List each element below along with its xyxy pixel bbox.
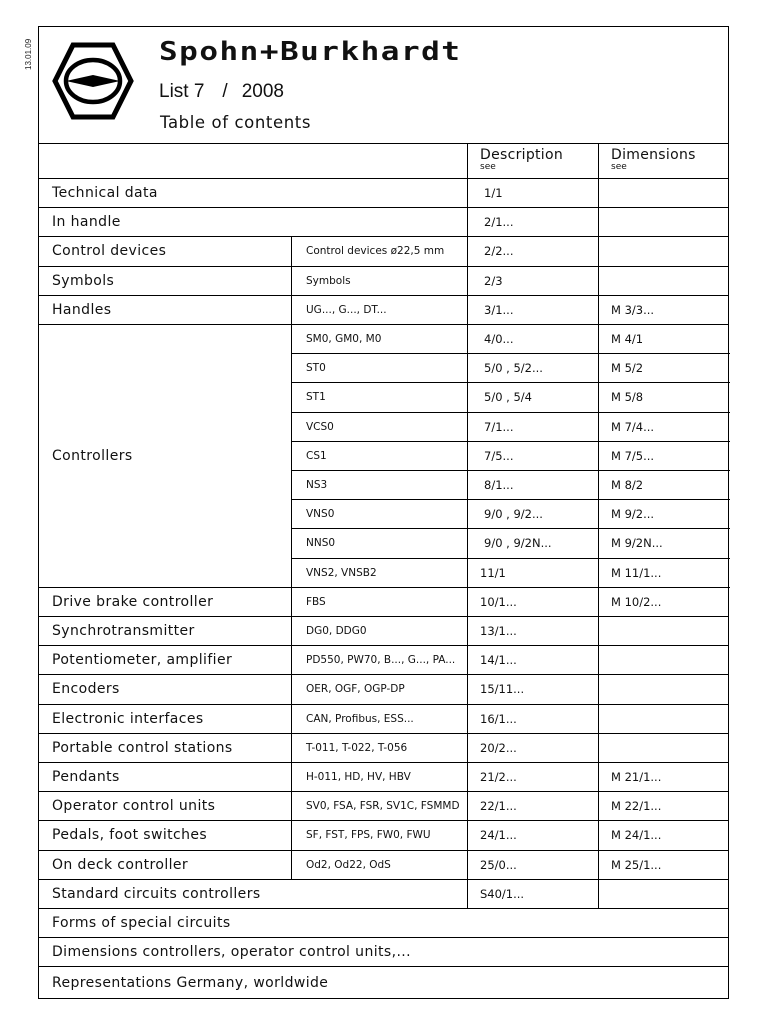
description-ref: 3/1... [467, 296, 598, 324]
description-ref: 8/1... [467, 471, 598, 499]
table-row [39, 705, 728, 734]
description-ref: 5/0 , 5/2... [467, 354, 598, 382]
table-row [39, 909, 728, 938]
page-title: Table of contents [160, 113, 312, 132]
table-row [39, 296, 728, 325]
product-types: CAN, Profibus, ESS... [291, 705, 467, 733]
table-row [39, 734, 728, 763]
description-ref: 22/1... [467, 792, 598, 820]
product-types: Od2, Od22, OdS [291, 851, 467, 879]
dimensions-ref: M 9/2N... [598, 529, 730, 557]
product-types: NS3 [291, 471, 467, 499]
description-ref: 2/3 [467, 267, 598, 295]
section-name: Potentiometer, amplifier [52, 652, 233, 669]
description-column-header [467, 144, 598, 178]
dimensions-ref: M 8/2 [598, 471, 730, 499]
dimensions-ref: M 4/1 [598, 325, 730, 353]
table-row [291, 471, 730, 500]
section-name: Pedals, foot switches [52, 827, 208, 844]
table-row [291, 559, 730, 588]
dimensions-ref: M 3/3... [598, 296, 730, 324]
section-name: Drive brake controller [52, 593, 214, 610]
dimensions-ref: M 7/4... [598, 413, 730, 441]
description-ref: 2/2... [467, 237, 598, 265]
section-name: Portable control stations [52, 739, 233, 756]
dimensions-ref [598, 734, 730, 762]
list-number [159, 81, 284, 103]
description-ref: 11/1 [467, 559, 598, 587]
dimensions-ref: M 11/1... [598, 559, 730, 587]
section-name: Electronic interfaces [52, 710, 204, 727]
table-row [39, 237, 728, 266]
section-name: Handles [52, 301, 112, 318]
dimensions-ref [598, 646, 730, 674]
product-types: CS1 [291, 442, 467, 470]
product-types: Symbols [291, 267, 467, 295]
table-row [39, 763, 728, 792]
product-types: FBS [291, 588, 467, 616]
description-ref: S40/1... [467, 880, 598, 908]
product-types: SF, FST, FPS, FW0, FWU [291, 821, 467, 849]
list-year: 2008 [241, 81, 284, 102]
section-name: Control devices [52, 243, 167, 260]
section-name: On deck controller [52, 856, 189, 873]
table-row [291, 529, 730, 558]
product-types: NNS0 [291, 529, 467, 557]
product-types: UG..., G..., DT... [291, 296, 467, 324]
table-row [39, 851, 728, 880]
section-name: Pendants [52, 769, 120, 786]
table-row [39, 675, 728, 704]
product-types: T-011, T-022, T-056 [291, 734, 467, 762]
dimensions-ref [598, 705, 730, 733]
dimensions-ref: M 22/1... [598, 792, 730, 820]
company-logo-icon [52, 41, 134, 123]
product-types: VCS0 [291, 413, 467, 441]
table-row [291, 325, 730, 354]
table-row [39, 792, 728, 821]
section-name: Operator control units [52, 798, 216, 815]
dimensions-ref: M 21/1... [598, 763, 730, 791]
dimensions-ref: M 7/5... [598, 442, 730, 470]
product-types: SV0, FSA, FSR, SV1C, FSMMD [291, 792, 467, 820]
dimensions-ref: M 24/1... [598, 821, 730, 849]
table-row [291, 500, 730, 529]
dimensions-header-label: Dimensions [611, 147, 696, 163]
dimensions-ref: M 5/8 [598, 383, 730, 411]
table-row [291, 383, 730, 412]
description-ref: 4/0... [467, 325, 598, 353]
table-row [39, 646, 728, 675]
product-types: VNS2, VNSB2 [291, 559, 467, 587]
section-name: Technical data [52, 185, 158, 202]
description-ref: 10/1... [467, 588, 598, 616]
dimensions-ref: M 5/2 [598, 354, 730, 382]
dimensions-ref [598, 675, 730, 703]
dimensions-ref: M 10/2... [598, 588, 730, 616]
description-ref: 21/2... [467, 763, 598, 791]
table-row [291, 354, 730, 383]
table-row [39, 938, 728, 967]
description-ref: 14/1... [467, 646, 598, 674]
list-label: List 7 [159, 81, 205, 102]
description-ref: 24/1... [467, 821, 598, 849]
description-ref: 13/1... [467, 617, 598, 645]
section-name: Synchrotransmitter [52, 623, 195, 640]
list-separator: / [222, 81, 228, 102]
section-name: Symbols [52, 272, 115, 289]
product-types: VNS0 [291, 500, 467, 528]
product-types: H-011, HD, HV, HBV [291, 763, 467, 791]
table-row [39, 179, 728, 208]
product-types: ST0 [291, 354, 467, 382]
dimensions-ref [598, 237, 730, 265]
section-name: Forms of special circuits [52, 915, 231, 932]
controllers-section-name: Controllers [39, 325, 291, 588]
section-name: In handle [52, 214, 121, 231]
section-name: Standard circuits controllers [52, 885, 261, 902]
section-name: Representations Germany, worldwide [52, 974, 329, 991]
description-ref: 7/1... [467, 413, 598, 441]
column-header-row [39, 144, 728, 179]
dimensions-ref: M 9/2... [598, 500, 730, 528]
dimensions-column-header [598, 144, 730, 178]
table-row [39, 617, 728, 646]
product-types: ST1 [291, 383, 467, 411]
description-ref: 25/0... [467, 851, 598, 879]
description-ref: 15/11... [467, 675, 598, 703]
table-row [39, 588, 728, 617]
product-types: DG0, DDG0 [291, 617, 467, 645]
dimensions-header-sub: see [611, 162, 627, 172]
dimensions-ref [598, 880, 730, 908]
product-types: Control devices ø22,5 mm [291, 237, 467, 265]
dimensions-ref [598, 208, 730, 236]
title-block [39, 27, 728, 144]
dimensions-ref [598, 617, 730, 645]
table-row [291, 413, 730, 442]
table-row [39, 880, 728, 909]
dimensions-ref [598, 179, 730, 207]
description-ref: 2/1... [467, 208, 598, 236]
brand-name: Spohn+Burkhardt [159, 37, 462, 67]
product-types: OER, OGF, OGP-DP [291, 675, 467, 703]
table-row [291, 442, 730, 471]
table-row [39, 208, 728, 237]
description-ref: 1/1 [467, 179, 598, 207]
table-row [39, 267, 728, 296]
description-ref: 9/0 , 9/2N... [467, 529, 598, 557]
dimensions-ref [598, 267, 730, 295]
print-date: 13.01.09 [24, 38, 33, 70]
description-ref: 5/0 , 5/4 [467, 383, 598, 411]
section-name: Encoders [52, 681, 120, 698]
description-ref: 7/5... [467, 442, 598, 470]
description-ref: 20/2... [467, 734, 598, 762]
description-header-sub: see [480, 162, 496, 172]
product-types: PD550, PW70, B..., G..., PA... [291, 646, 467, 674]
contents-sheet [38, 26, 729, 999]
dimensions-ref: M 25/1... [598, 851, 730, 879]
description-header-label: Description [480, 147, 564, 163]
table-row [39, 821, 728, 850]
section-name: Dimensions controllers, operator control units,... [52, 944, 412, 961]
description-ref: 9/0 , 9/2... [467, 500, 598, 528]
table-row [39, 967, 728, 998]
description-ref: 16/1... [467, 705, 598, 733]
product-types: SM0, GM0, M0 [291, 325, 467, 353]
